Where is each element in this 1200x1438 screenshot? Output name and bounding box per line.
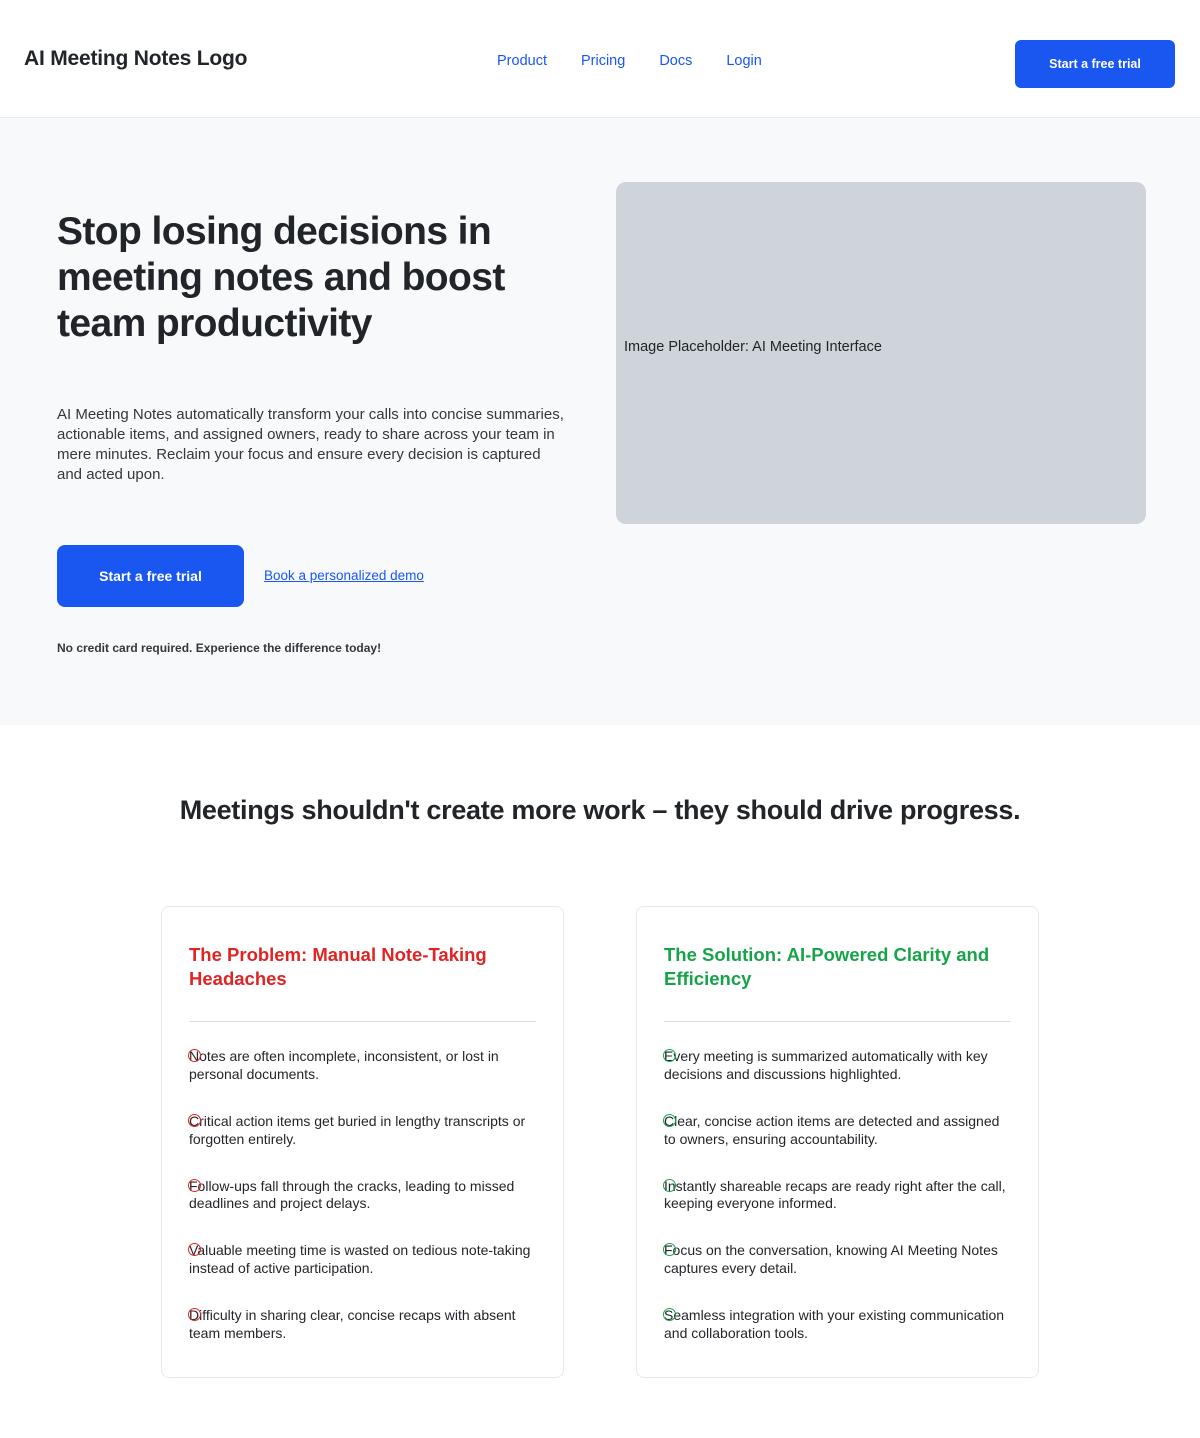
nav-item-docs[interactable]: Docs: [659, 53, 693, 69]
list-item-text: Follow-ups fall through the cracks, leading to missed deadlines and project delays.: [189, 1177, 515, 1212]
bullet-circle-icon: [188, 1114, 201, 1127]
list-item-text: Seamless integration with your existing communication and collaboration tools.: [664, 1307, 1005, 1342]
hero-title: Stop losing decisions in meeting notes and boost team productivity: [57, 210, 505, 346]
hero-image-placeholder-label: Image Placeholder: AI Meeting Interface: [624, 339, 882, 355]
bullet-circle-icon: [663, 1049, 676, 1062]
header-start-free-trial-button[interactable]: Start a free trial: [1015, 40, 1175, 88]
hero-section: [0, 118, 1200, 725]
solution-card-title: The Solution: AI-Powered Clarity and Efficiency: [664, 943, 990, 989]
list-item: [189, 1242, 536, 1278]
hero-actions: [57, 545, 564, 607]
list-item-text: Valuable meeting time is wasted on tedious note-taking instead of active participation.: [189, 1242, 531, 1277]
list-item-text: Critical action items get buried in lengthy transcripts or forgotten entirely.: [189, 1112, 526, 1147]
solution-card-list: [664, 1048, 1011, 1343]
cards-container: [24, 906, 1176, 1378]
hero-no-credit-card-note: No credit card required. Experience the difference today!: [57, 640, 382, 655]
problem-card-title: The Problem: Manual Note-Taking Headaches: [189, 943, 487, 989]
solution-card-divider: [664, 1021, 1011, 1022]
hero-start-free-trial-button[interactable]: Start a free trial: [57, 545, 244, 607]
book-demo-link[interactable]: Book a personalized demo: [264, 568, 424, 584]
hero-content: [24, 182, 564, 655]
site-header: [0, 0, 1200, 118]
bullet-circle-icon: [663, 1179, 676, 1192]
bullet-circle-icon: [188, 1049, 201, 1062]
list-item-text: Every meeting is summarized automatically with key decisions and discussions highlighted.: [664, 1047, 988, 1082]
list-item: [664, 1307, 1011, 1343]
problem-solution-section: [0, 725, 1200, 1438]
list-item: [189, 1048, 536, 1084]
list-item: [664, 1048, 1011, 1084]
list-item-text: Instantly shareable recaps are ready right after the call, keeping everyone informed.: [664, 1177, 1006, 1212]
list-item: [189, 1178, 536, 1214]
list-item: [664, 1242, 1011, 1278]
list-item: [664, 1113, 1011, 1149]
problem-card-list: [189, 1048, 536, 1343]
nav-item-product[interactable]: Product: [497, 53, 547, 69]
bullet-circle-icon: [188, 1179, 201, 1192]
hero-media: [616, 182, 1146, 524]
problem-card: [161, 906, 564, 1378]
problem-card-divider: [189, 1021, 536, 1022]
site-logo[interactable]: AI Meeting Notes Logo: [24, 46, 248, 70]
section-title: Meetings shouldn't create more work – they should drive progress.: [179, 794, 1021, 825]
nav-item-pricing[interactable]: Pricing: [580, 53, 626, 69]
hero-subtitle: AI Meeting Notes automatically transform your calls into concise summaries, actionable items, and assigned owners, ready to share across your team in mere minutes. Reclaim your focus and ensure every decision is captured and acted upon.: [57, 406, 564, 483]
list-item: [189, 1113, 536, 1149]
list-item-text: Notes are often incomplete, inconsistent, or lost in personal documents.: [189, 1047, 499, 1082]
list-item-text: Focus on the conversation, knowing AI Meeting Notes captures every detail.: [664, 1242, 998, 1277]
list-item-text: Clear, concise action items are detected and assigned to owners, ensuring accountability.: [664, 1112, 1000, 1147]
bullet-circle-icon: [663, 1114, 676, 1127]
hero-image-placeholder: [616, 182, 1146, 524]
list-item-text: Difficulty in sharing clear, concise recaps with absent team members.: [189, 1307, 516, 1342]
solution-card: [636, 906, 1039, 1378]
main-navigation: [497, 53, 762, 69]
list-item: [664, 1178, 1011, 1214]
list-item: [189, 1307, 536, 1343]
nav-item-login[interactable]: Login: [726, 53, 762, 69]
